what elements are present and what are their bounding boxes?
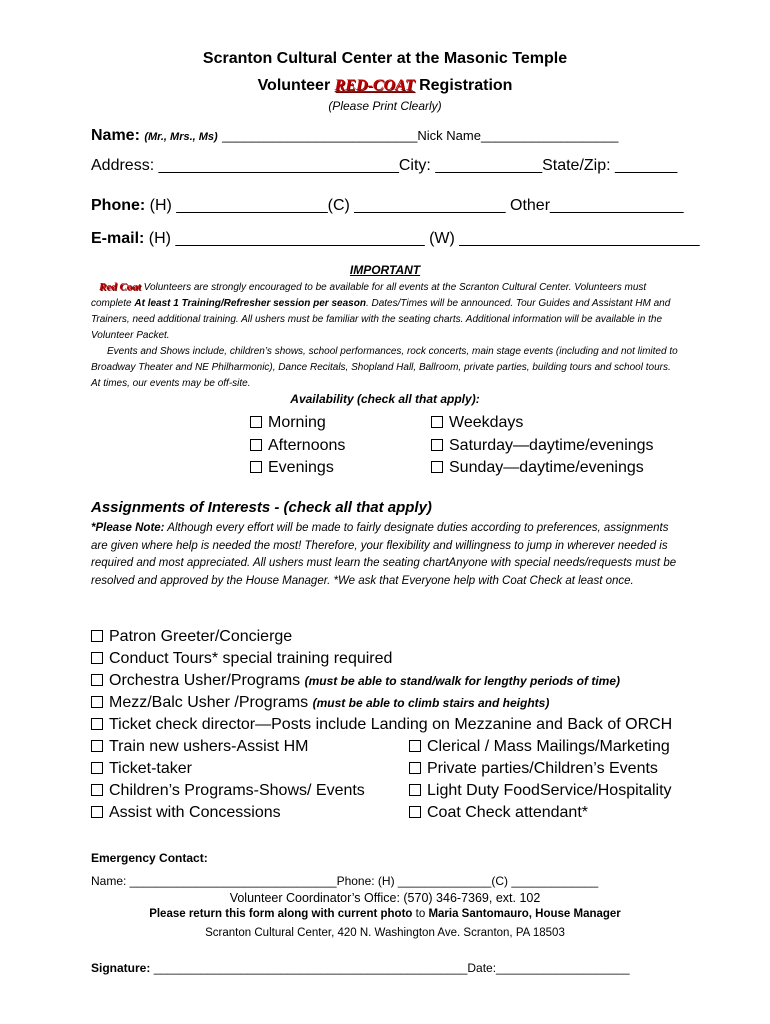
assignment-option[interactable]: Ticket check director—Posts include Landing on Mezzanine and Back of ORCH — [91, 714, 672, 736]
signature-row — [91, 961, 630, 975]
signature-field[interactable]: _______________________________________________ — [153, 961, 468, 975]
checkbox-icon[interactable] — [91, 630, 103, 642]
form-title: Scranton Cultural Center at the Masonic Temple — [202, 50, 568, 67]
assignments-note — [91, 520, 681, 590]
coordinator-office: Volunteer Coordinator’s Office: (570) 346-7369, ext. 102 — [229, 891, 541, 905]
red-coat-logo-text: RED-COAT — [334, 77, 415, 94]
email-work-field[interactable]: (W) ___________________________ — [429, 230, 700, 247]
important-text-1: Volunteers are strongly encouraged to be available for all events at the Scranton Cultural Center. Volunteers must complete — [91, 282, 647, 309]
assignments-heading: Assignments of Interests - (check all that apply) — [91, 499, 432, 516]
checkbox-icon[interactable] — [431, 439, 443, 451]
address-row — [91, 157, 677, 175]
checkbox-icon[interactable] — [250, 461, 262, 473]
name-titles: (Mr., Mrs., Ms) — [144, 131, 218, 143]
address-field[interactable]: ___________________________ — [158, 157, 399, 174]
center-address: Scranton Cultural Center, 420 N. Washington Ave. Scranton, PA 18503 — [205, 927, 565, 939]
email-row — [91, 230, 700, 248]
name-label: Name: — [91, 127, 140, 144]
note-text: Although every effort will be made to fairly designate duties according to preferences, assignments are given where help is needed the most! Therefore, your flexibility and willingness to jump in wherever needed is required and most appreciated. All ushers must learn the seating chartAnyone with special needs/requests must be resolved and approved by the House Manager. *We ask that Everyone help with Coat Check at least once. — [91, 522, 677, 587]
checkbox-icon[interactable] — [409, 806, 421, 818]
assignment-option[interactable]: Train new ushers-Assist HM — [91, 736, 365, 758]
email-label: E-mail: — [91, 230, 145, 247]
checkbox-icon[interactable] — [250, 416, 262, 428]
checkbox-icon[interactable] — [431, 416, 443, 428]
phone-cell-field[interactable]: (C) _________________ — [327, 197, 506, 214]
checkbox-icon[interactable] — [91, 762, 103, 774]
checkbox-icon[interactable] — [91, 674, 103, 686]
assignment-option[interactable]: Private parties/Children’s Events — [409, 758, 672, 780]
availability-heading: Availability (check all that apply): — [290, 392, 480, 406]
availability-option[interactable]: Morning — [250, 412, 345, 435]
form-subtitle — [0, 77, 770, 95]
nick-label: Nick Name — [417, 128, 481, 143]
phone-home-field[interactable]: (H) _________________ — [149, 197, 328, 214]
availability-option[interactable]: Afternoons — [250, 435, 345, 458]
return-instructions: Please return this form along with current photo to Maria Santomauro, House Manager — [149, 908, 621, 920]
events-paragraph: Events and Shows include, children’s shows, school performances, rock concerts, main stage events (including and not limited to Broadway Theater and NE Philharmonic), Dance Recitals, Shopland Hall, Ballroom, private parties, building tours and school tours. At times, our events may be off-site. — [91, 346, 678, 389]
signature-label: Signature: — [91, 961, 151, 975]
assignment-option[interactable]: Coat Check attendant* — [409, 802, 672, 824]
checkbox-icon[interactable] — [91, 718, 103, 730]
phone-row — [91, 197, 684, 215]
checkbox-icon[interactable] — [91, 652, 103, 664]
assignments-full-list — [91, 626, 672, 736]
name-field[interactable]: ___________________________ — [222, 128, 418, 143]
important-paragraph — [91, 279, 681, 344]
assignment-option[interactable]: Mezz/Balc Usher /Programs (must be able to climb stairs and heights) — [91, 692, 672, 714]
emergency-heading: Emergency Contact: — [91, 851, 208, 865]
checkbox-icon[interactable] — [91, 806, 103, 818]
important-text-2: . Dates/Times will be announced. Tour Guides and Assistant HM and Trainers, need additional training. All ushers must be familiar with the seating charts. Additional information will be available in the Volunteer Packet. — [91, 298, 671, 341]
assignments-left-column — [91, 736, 365, 824]
phone-other-field[interactable]: Other_______________ — [510, 197, 684, 214]
city-field[interactable]: ____________ — [435, 157, 543, 174]
availability-option[interactable]: Evenings — [250, 457, 345, 480]
city-label: City: — [398, 157, 431, 174]
checkbox-icon[interactable] — [91, 696, 103, 708]
name-row — [91, 127, 618, 145]
assignment-option[interactable]: Conduct Tours* special training required — [91, 648, 672, 670]
assignment-option[interactable]: Children’s Programs-Shows/ Events — [91, 780, 365, 802]
state-zip-label: State/Zip: — [542, 157, 611, 174]
assignments-right-column — [409, 736, 672, 824]
important-heading: IMPORTANT — [349, 263, 421, 277]
print-note: (Please Print Clearly) — [328, 99, 442, 113]
checkbox-icon[interactable] — [91, 740, 103, 752]
availability-option[interactable]: Saturday—daytime/evenings — [431, 435, 654, 458]
date-label: Date: — [467, 961, 497, 975]
date-field[interactable]: ____________________ — [496, 961, 630, 975]
checkbox-icon[interactable] — [409, 762, 421, 774]
state-zip-field[interactable]: _______ — [615, 157, 678, 174]
subtitle-suffix: Registration — [419, 77, 513, 94]
red-coat-text: Red Coat — [99, 281, 141, 293]
availability-option[interactable]: Weekdays — [431, 412, 654, 435]
assignment-note: (must be able to climb stairs and heights) — [312, 696, 550, 710]
training-requirement: At least 1 Training/Refresher session per season — [134, 298, 366, 309]
checkbox-icon[interactable] — [409, 784, 421, 796]
checkbox-icon[interactable] — [409, 740, 421, 752]
checkbox-icon[interactable] — [250, 439, 262, 451]
nick-field[interactable]: ___________________ — [480, 128, 619, 143]
assignment-option[interactable]: Patron Greeter/Concierge — [91, 626, 672, 648]
assignment-option[interactable]: Ticket-taker — [91, 758, 365, 780]
note-label: *Please Note: — [91, 522, 165, 534]
assignment-note: (must be able to stand/walk for lengthy periods of time) — [304, 674, 620, 688]
email-home-field[interactable]: (H) ____________________________ — [148, 230, 425, 247]
address-label: Address: — [91, 157, 155, 174]
availability-option[interactable]: Sunday—daytime/evenings — [431, 457, 654, 480]
subtitle-prefix: Volunteer — [257, 77, 331, 94]
checkbox-icon[interactable] — [91, 784, 103, 796]
assignment-option[interactable]: Orchestra Usher/Programs (must be able to stand/walk for lengthy periods of time) — [91, 670, 672, 692]
assignment-option[interactable]: Clerical / Mass Mailings/Marketing — [409, 736, 672, 758]
checkbox-icon[interactable] — [431, 461, 443, 473]
availability-left-column — [250, 412, 345, 480]
emergency-contact-field[interactable]: Name: _______________________________Phone: (H) ______________(C) _____________ — [91, 874, 599, 888]
availability-right-column — [431, 412, 654, 480]
phone-label: Phone: — [91, 197, 146, 214]
assignment-option[interactable]: Assist with Concessions — [91, 802, 365, 824]
assignment-option[interactable]: Light Duty FoodService/Hospitality — [409, 780, 672, 802]
